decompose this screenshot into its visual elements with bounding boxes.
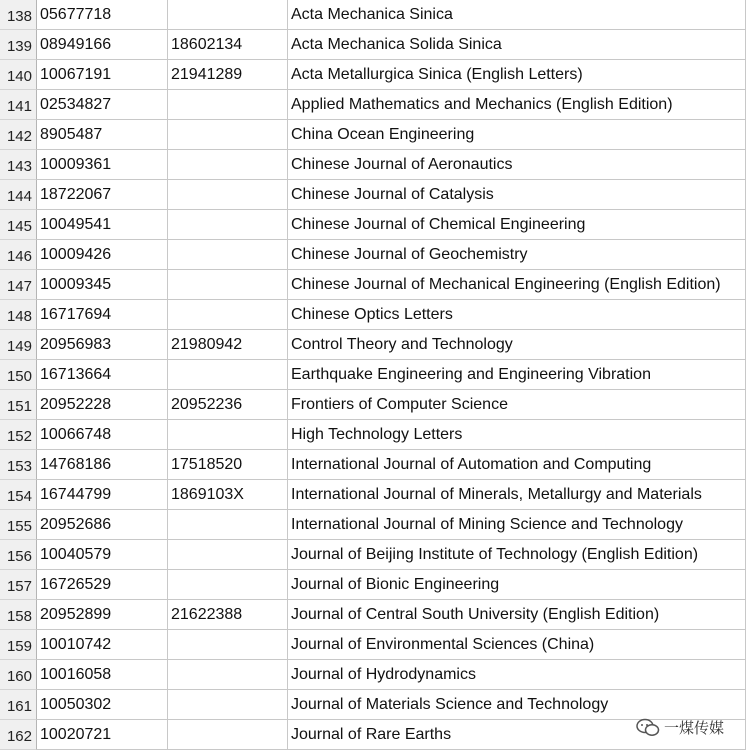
title-cell[interactable]: Chinese Optics Letters bbox=[288, 300, 746, 330]
table-row bbox=[0, 300, 746, 330]
issn-cell[interactable]: 10049541 bbox=[37, 210, 168, 240]
eissn-cell[interactable] bbox=[168, 120, 288, 150]
issn-cell[interactable]: 10010742 bbox=[37, 630, 168, 660]
table-row bbox=[0, 480, 746, 510]
issn-cell[interactable]: 16726529 bbox=[37, 570, 168, 600]
row-number[interactable]: 149 bbox=[0, 330, 37, 360]
issn-cell[interactable]: 10009426 bbox=[37, 240, 168, 270]
title-cell[interactable]: Earthquake Engineering and Engineering Vibration bbox=[288, 360, 746, 390]
row-number[interactable]: 154 bbox=[0, 480, 37, 510]
issn-cell[interactable]: 10009345 bbox=[37, 270, 168, 300]
eissn-cell[interactable] bbox=[168, 270, 288, 300]
title-cell[interactable]: Journal of Beijing Institute of Technology (English Edition) bbox=[288, 540, 746, 570]
eissn-cell[interactable] bbox=[168, 540, 288, 570]
row-number[interactable]: 151 bbox=[0, 390, 37, 420]
issn-cell[interactable]: 10016058 bbox=[37, 660, 168, 690]
table-row bbox=[0, 570, 746, 600]
table-row bbox=[0, 60, 746, 90]
eissn-cell[interactable] bbox=[168, 300, 288, 330]
title-cell[interactable]: International Journal of Minerals, Metallurgy and Materials bbox=[288, 480, 746, 510]
table-row bbox=[0, 120, 746, 150]
title-cell[interactable]: Chinese Journal of Geochemistry bbox=[288, 240, 746, 270]
table-row bbox=[0, 150, 746, 180]
eissn-cell[interactable]: 17518520 bbox=[168, 450, 288, 480]
eissn-cell[interactable] bbox=[168, 660, 288, 690]
issn-cell[interactable]: 14768186 bbox=[37, 450, 168, 480]
table-row bbox=[0, 630, 746, 660]
title-cell[interactable]: Journal of Environmental Sciences (China) bbox=[288, 630, 746, 660]
table-row bbox=[0, 510, 746, 540]
table-row bbox=[0, 240, 746, 270]
table-row bbox=[0, 330, 746, 360]
table-row bbox=[0, 30, 746, 60]
row-number[interactable]: 140 bbox=[0, 60, 37, 90]
table-row bbox=[0, 720, 746, 750]
row-number[interactable]: 152 bbox=[0, 420, 37, 450]
issn-cell[interactable]: 08949166 bbox=[37, 30, 168, 60]
title-cell[interactable]: Control Theory and Technology bbox=[288, 330, 746, 360]
eissn-cell[interactable] bbox=[168, 420, 288, 450]
row-number[interactable]: 142 bbox=[0, 120, 37, 150]
eissn-cell[interactable] bbox=[168, 360, 288, 390]
title-cell[interactable]: Journal of Bionic Engineering bbox=[288, 570, 746, 600]
table-row bbox=[0, 210, 746, 240]
title-cell[interactable]: Acta Mechanica Sinica bbox=[288, 0, 746, 30]
issn-cell[interactable]: 05677718 bbox=[37, 0, 168, 30]
row-number[interactable]: 153 bbox=[0, 450, 37, 480]
watermark-text: 一煤传媒 bbox=[663, 720, 724, 737]
issn-cell[interactable]: 16744799 bbox=[37, 480, 168, 510]
title-cell[interactable]: China Ocean Engineering bbox=[288, 120, 746, 150]
table-row bbox=[0, 270, 746, 300]
title-cell[interactable]: Chinese Journal of Aeronautics bbox=[288, 150, 746, 180]
row-number[interactable]: 160 bbox=[0, 660, 37, 690]
row-number[interactable]: 157 bbox=[0, 570, 37, 600]
title-cell[interactable]: Applied Mathematics and Mechanics (English Edition) bbox=[288, 90, 746, 120]
title-cell[interactable]: International Journal of Mining Science and Technology bbox=[288, 510, 746, 540]
table-row bbox=[0, 690, 746, 720]
chat-bubble-icon bbox=[636, 718, 660, 738]
title-cell[interactable]: Journal of Rare Earths bbox=[288, 720, 746, 750]
eissn-cell[interactable] bbox=[168, 510, 288, 540]
eissn-cell[interactable] bbox=[168, 180, 288, 210]
issn-cell[interactable]: 16713664 bbox=[37, 360, 168, 390]
issn-cell[interactable]: 20952686 bbox=[37, 510, 168, 540]
table-row bbox=[0, 540, 746, 570]
table-row bbox=[0, 180, 746, 210]
eissn-cell[interactable]: 1869103X bbox=[168, 480, 288, 510]
title-cell[interactable]: Journal of Hydrodynamics bbox=[288, 660, 746, 690]
eissn-cell[interactable] bbox=[168, 90, 288, 120]
eissn-cell[interactable] bbox=[168, 720, 288, 750]
issn-cell[interactable]: 10020721 bbox=[37, 720, 168, 750]
table-row bbox=[0, 360, 746, 390]
eissn-cell[interactable]: 21941289 bbox=[168, 60, 288, 90]
row-number[interactable]: 156 bbox=[0, 540, 37, 570]
title-cell[interactable]: Chinese Journal of Chemical Engineering bbox=[288, 210, 746, 240]
eissn-cell[interactable] bbox=[168, 240, 288, 270]
title-cell[interactable]: International Journal of Automation and Computing bbox=[288, 450, 746, 480]
issn-cell[interactable]: 16717694 bbox=[37, 300, 168, 330]
issn-cell[interactable]: 18722067 bbox=[37, 180, 168, 210]
table-row bbox=[0, 90, 746, 120]
table-row bbox=[0, 450, 746, 480]
table-row bbox=[0, 390, 746, 420]
row-number[interactable]: 155 bbox=[0, 510, 37, 540]
issn-cell[interactable]: 10066748 bbox=[37, 420, 168, 450]
title-cell[interactable]: Chinese Journal of Mechanical Engineering (English Edition) bbox=[288, 270, 746, 300]
eissn-cell[interactable]: 21980942 bbox=[168, 330, 288, 360]
issn-cell[interactable]: 20952228 bbox=[37, 390, 168, 420]
row-number[interactable]: 148 bbox=[0, 300, 37, 330]
issn-cell[interactable]: 20956983 bbox=[37, 330, 168, 360]
row-number[interactable]: 143 bbox=[0, 150, 37, 180]
eissn-cell[interactable]: 21622388 bbox=[168, 600, 288, 630]
row-number[interactable]: 145 bbox=[0, 210, 37, 240]
issn-cell[interactable]: 20952899 bbox=[37, 600, 168, 630]
eissn-cell[interactable] bbox=[168, 630, 288, 660]
eissn-cell[interactable] bbox=[168, 570, 288, 600]
title-cell[interactable]: Acta Mechanica Solida Sinica bbox=[288, 30, 746, 60]
row-number[interactable]: 147 bbox=[0, 270, 37, 300]
table-row bbox=[0, 0, 746, 30]
row-number[interactable]: 139 bbox=[0, 30, 37, 60]
title-cell[interactable]: Frontiers of Computer Science bbox=[288, 390, 746, 420]
issn-cell[interactable]: 10009361 bbox=[37, 150, 168, 180]
eissn-cell[interactable] bbox=[168, 0, 288, 30]
row-number[interactable]: 141 bbox=[0, 90, 37, 120]
title-cell[interactable]: Acta Metallurgica Sinica (English Letters) bbox=[288, 60, 746, 90]
row-number[interactable]: 162 bbox=[0, 720, 37, 750]
row-number[interactable]: 138 bbox=[0, 0, 37, 30]
watermark bbox=[636, 717, 724, 738]
issn-cell[interactable]: 02534827 bbox=[37, 90, 168, 120]
issn-cell[interactable]: 10067191 bbox=[37, 60, 168, 90]
table-row bbox=[0, 660, 746, 690]
row-number[interactable]: 150 bbox=[0, 360, 37, 390]
title-cell[interactable]: Chinese Journal of Catalysis bbox=[288, 180, 746, 210]
title-cell[interactable]: Journal of Central South University (English Edition) bbox=[288, 600, 746, 630]
issn-cell[interactable]: 10040579 bbox=[37, 540, 168, 570]
row-number[interactable]: 144 bbox=[0, 180, 37, 210]
eissn-cell[interactable]: 20952236 bbox=[168, 390, 288, 420]
row-number[interactable]: 158 bbox=[0, 600, 37, 630]
table-row bbox=[0, 600, 746, 630]
issn-cell[interactable]: 10050302 bbox=[37, 690, 168, 720]
row-number[interactable]: 159 bbox=[0, 630, 37, 660]
issn-cell[interactable]: 8905487 bbox=[37, 120, 168, 150]
table-row bbox=[0, 420, 746, 450]
eissn-cell[interactable] bbox=[168, 690, 288, 720]
eissn-cell[interactable]: 18602134 bbox=[168, 30, 288, 60]
title-cell[interactable]: High Technology Letters bbox=[288, 420, 746, 450]
row-number[interactable]: 161 bbox=[0, 690, 37, 720]
row-number[interactable]: 146 bbox=[0, 240, 37, 270]
title-cell[interactable]: Journal of Materials Science and Technology bbox=[288, 690, 746, 720]
eissn-cell[interactable] bbox=[168, 150, 288, 180]
eissn-cell[interactable] bbox=[168, 210, 288, 240]
